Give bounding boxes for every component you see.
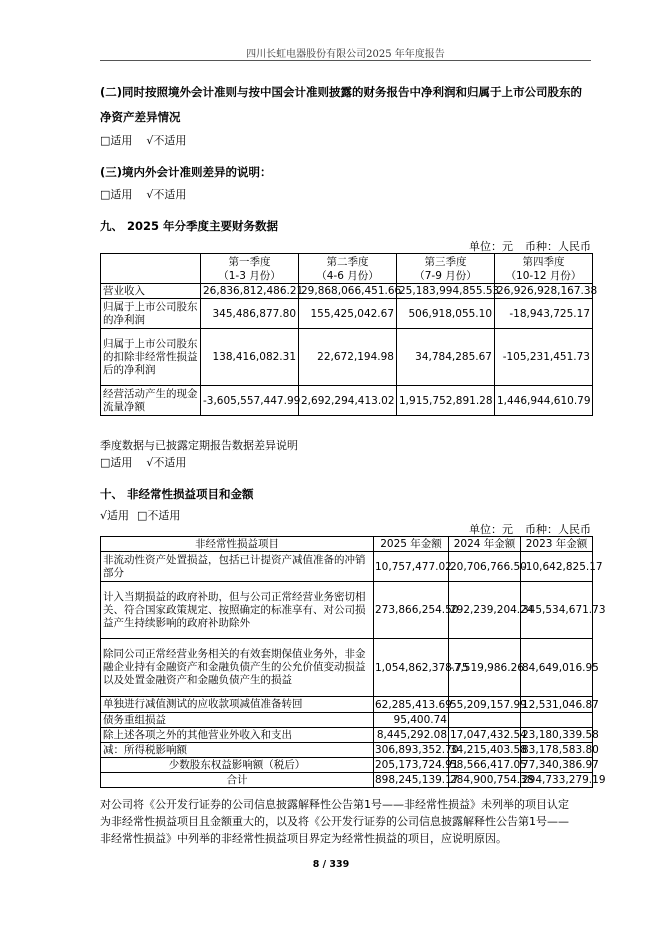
cell-value: 26,836,812,486.21 bbox=[201, 284, 299, 299]
table-row bbox=[101, 552, 593, 582]
cell-value: 25,183,994,855.53 bbox=[397, 284, 495, 299]
header-divider bbox=[100, 60, 591, 61]
cell-value: 77,340,386.97 bbox=[522, 759, 599, 771]
section-ten-options bbox=[100, 507, 180, 523]
header-blank-cell bbox=[101, 254, 201, 284]
section-ii-applicable-checkbox: □适用 bbox=[100, 134, 133, 147]
table-row bbox=[101, 713, 593, 728]
cell-value: 138,416,082.31 bbox=[201, 329, 299, 386]
section-iii-title: (三)境内外会计准则差异的说明： bbox=[100, 165, 272, 179]
quarterly-diff-note: 季度数据与已披露定期报告数据差异说明 bbox=[100, 439, 298, 452]
cell-value: 62,285,413.69 bbox=[375, 698, 452, 711]
row-label: 计入当期损益的政府补助，但与公司正常经营业务密切相关、符合国家政策规定、按照确定的标准享有、对公司损益产生持续影响的政府补助除外 bbox=[101, 582, 374, 639]
cell-value: 58,566,417.05 bbox=[450, 759, 527, 771]
row-label: 营业收入 bbox=[101, 284, 201, 299]
row-label: 经营活动产生的现金流量净额 bbox=[101, 386, 201, 416]
section-ii-options bbox=[100, 132, 186, 148]
row-label: 归属于上市公司股东的净利润 bbox=[101, 299, 201, 329]
row-label: 除上述各项之外的其他营业外收入和支出 bbox=[101, 728, 374, 743]
non-recurring-items-table bbox=[100, 536, 606, 788]
currency-label: 币种：人民币 bbox=[525, 523, 591, 536]
cell-value: 23,180,339.58 bbox=[522, 729, 599, 741]
page-number: 8 / 339 bbox=[312, 859, 350, 870]
row-label: 减：所得税影响额 bbox=[101, 743, 374, 758]
table-row bbox=[101, 284, 593, 299]
table-header-row bbox=[101, 537, 593, 552]
cell-value: -7,519,986.26 bbox=[449, 639, 521, 697]
total-label: 合计 bbox=[101, 773, 374, 788]
quarterly-data-table bbox=[100, 253, 598, 416]
cell-value: 55,209,157.99 bbox=[450, 698, 527, 711]
section-iii-options bbox=[100, 186, 186, 202]
cell-value: 345,486,877.80 bbox=[201, 299, 299, 329]
header-2023: 2023 年金额 bbox=[521, 537, 593, 552]
header-2025: 2025 年金额 bbox=[374, 537, 449, 552]
cell-value: -105,231,451.73 bbox=[495, 329, 593, 386]
section-ten-applicable-checkbox: √适用 bbox=[100, 509, 130, 522]
row-label: 归属于上市公司股东的扣除非经常性损益后的净利润 bbox=[101, 329, 201, 386]
section-ii-title-line1: (二)同时按照境外会计准则与按中国会计准则披露的财务报告中净利润和归属于上市公司股东的 bbox=[100, 85, 583, 99]
cell-value: 22,672,194.98 bbox=[299, 329, 397, 386]
cell-value: 10,757,477.02 bbox=[374, 552, 449, 582]
cell-value: 1,915,752,891.28 bbox=[397, 386, 495, 416]
quarterly-diff-options bbox=[100, 454, 186, 470]
row-label: 除同公司正常经营业务相关的有效套期保值业务外，非金融企业持有金融资产和金融负债产生的公允价值变动损益以及处置金融资产和金融负债产生的损益 bbox=[101, 639, 374, 697]
header-item: 非经常性损益项目 bbox=[101, 537, 374, 552]
note-line: 为非经常性损益项目且金额重大的，以及将《公开发行证券的公司信息披露解释性公告第1号—— bbox=[100, 815, 569, 828]
cell-value: 284,900,754.38 bbox=[450, 774, 534, 786]
table-header-row bbox=[101, 254, 593, 284]
header-q4: 第四季度 （10-12 月份） bbox=[495, 254, 593, 284]
cell-value: 20,706,766.50 bbox=[449, 552, 521, 582]
note-line: 非经常性损益》中列举的非经常性损益项目界定为经常性损益的项目，应说明原因。 bbox=[100, 832, 507, 845]
section-ii-not-applicable-checkbox: √不适用 bbox=[146, 134, 187, 147]
cell-value: 83,178,583.80 bbox=[522, 744, 599, 756]
cell-value: 12,531,046.87 bbox=[522, 698, 599, 711]
cell-value: 345,534,671.73 bbox=[521, 582, 593, 639]
cell-value: 2,692,294,413.02 bbox=[299, 386, 397, 416]
cell-value bbox=[449, 713, 521, 728]
table-total-row bbox=[101, 773, 593, 788]
unit-label: 单位：元 bbox=[469, 240, 513, 253]
cell-value: 273,866,254.50 bbox=[374, 582, 449, 639]
cell-value: 29,868,066,451.66 bbox=[299, 284, 397, 299]
note-line: 对公司将《公开发行证券的公司信息披露解释性公告第1号——非经常性损益》未列举的项目认定 bbox=[100, 798, 569, 811]
quarterly-not-applicable-checkbox: √不适用 bbox=[146, 456, 187, 469]
row-label: 债务重组损益 bbox=[101, 713, 374, 728]
currency-label: 币种：人民币 bbox=[525, 240, 591, 253]
section-ten-units bbox=[469, 521, 591, 537]
table-row bbox=[101, 758, 593, 773]
table-row bbox=[101, 386, 593, 416]
section-ten-not-applicable-checkbox: □不适用 bbox=[137, 509, 181, 522]
row-label: 少数股东权益影响额（税后） bbox=[101, 758, 374, 773]
cell-value: 1,054,862,378.75 bbox=[374, 639, 449, 697]
header-q3: 第三季度 （7-9 月份） bbox=[397, 254, 495, 284]
section-iii-applicable-checkbox: □适用 bbox=[100, 188, 133, 201]
cell-value: 34,215,403.58 bbox=[450, 744, 527, 756]
section-ten-title: 十、 非经常性损益项目和金额 bbox=[100, 487, 254, 501]
cell-value: 306,893,352.70 bbox=[375, 744, 459, 756]
cell-value: 294,733,279.19 bbox=[522, 774, 606, 786]
cell-value: 17,047,432.54 bbox=[450, 729, 527, 741]
cell-value: 506,918,055.10 bbox=[397, 299, 495, 329]
cell-value: 292,239,204.24 bbox=[449, 582, 521, 639]
header-q1: 第一季度 （1-3 月份） bbox=[201, 254, 299, 284]
header-q2: 第二季度 （4-6 月份） bbox=[299, 254, 397, 284]
cell-value: 34,784,285.67 bbox=[397, 329, 495, 386]
table-row bbox=[101, 299, 593, 329]
quarterly-applicable-checkbox: □适用 bbox=[100, 456, 133, 469]
table-row bbox=[101, 329, 593, 386]
cell-value: 898,245,139.17 bbox=[375, 774, 459, 786]
row-label: 非流动性资产处置损益，包括已计提资产减值准备的冲销部分 bbox=[101, 552, 374, 582]
header-2024: 2024 年金额 bbox=[449, 537, 521, 552]
cell-value: -3,605,557,447.99 bbox=[201, 386, 299, 416]
cell-value: 95,400.74 bbox=[374, 713, 449, 728]
cell-value: -10,642,825.17 bbox=[521, 552, 593, 582]
non-recurring-note bbox=[100, 796, 592, 847]
table-row bbox=[101, 728, 593, 743]
cell-value: 205,173,724.91 bbox=[375, 759, 459, 771]
cell-value: 1,446,944,610.79 bbox=[495, 386, 593, 416]
table-row bbox=[101, 582, 593, 639]
section-nine-title: 九、 2025 年分季度主要财务数据 bbox=[100, 219, 279, 233]
report-header: 四川长虹电器股份有限公司2025 年年度报告 bbox=[246, 49, 445, 60]
section-ii-title-line2: 净资产差异情况 bbox=[100, 110, 181, 124]
unit-label: 单位：元 bbox=[469, 523, 513, 536]
section-nine-units bbox=[469, 238, 591, 254]
cell-value: 84,649,016.95 bbox=[521, 639, 593, 697]
row-label: 单独进行减值测试的应收款项减值准备转回 bbox=[101, 697, 374, 713]
cell-value: 26,926,928,167.38 bbox=[495, 284, 593, 299]
table-row bbox=[101, 743, 593, 758]
table-row bbox=[101, 697, 593, 713]
section-iii-not-applicable-checkbox: √不适用 bbox=[146, 188, 187, 201]
cell-value: 155,425,042.67 bbox=[299, 299, 397, 329]
cell-value: -18,943,725.17 bbox=[495, 299, 593, 329]
table-row bbox=[101, 639, 593, 697]
cell-value: 8,445,292.08 bbox=[374, 728, 449, 743]
cell-value bbox=[521, 713, 593, 728]
